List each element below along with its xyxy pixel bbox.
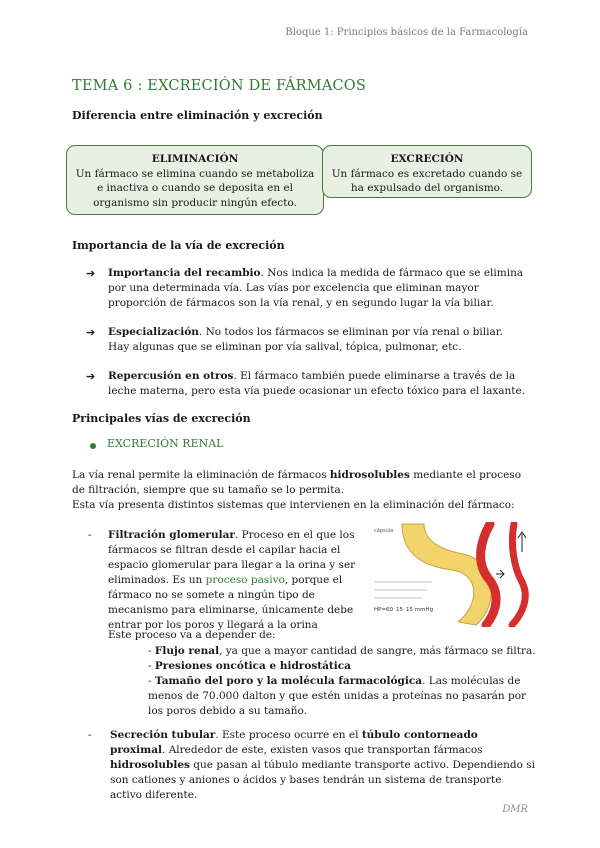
proceso-pasivo-link: proceso pasivo — [205, 574, 285, 586]
sub-item-flujo: - Flujo renal, ya que a mayor cantidad de sangre, más fármaco se filtra. — [148, 645, 536, 657]
box-excrecion-text: Un fármaco es excretado cuando se ha expulsado del organismo. — [331, 167, 523, 194]
list-item-repercusion: ➔ Repercusión en otros. El fármaco también puede eliminarse a través de la leche materna, pero esta vía puede ocasionar un efecto tóxico para el laxante. — [86, 370, 526, 397]
box-excrecion — [322, 145, 532, 198]
svg-text:cápsula: cápsula — [374, 528, 394, 534]
arrow-icon: ➔ — [86, 326, 96, 339]
page-header: Bloque 1: Principios básicos de la Farmacología — [285, 27, 528, 38]
filtracion-depende: Este proceso va a depender de: — [108, 629, 276, 641]
glomerulus-figure — [372, 522, 532, 627]
box-eliminacion — [66, 145, 324, 215]
box-eliminacion-text: Un fármaco se elimina cuando se metaboliza e inactiva o cuando se deposita en el organismo sin producir ningún efecto. — [75, 167, 315, 209]
list-item-especializacion: ➔ Especialización. No todos los fármacos se eliminan por vía renal o biliar. Hay algunas que se eliminan por vía salival, tópica, pulmonar, etc. — [86, 326, 503, 353]
list-item-recambio: ➔ Importancia del recambio. Nos indica la medida de fármaco que se elimina por una determinada vía. Las vías por excelencia que eliminan mayor proporción de fármacos son la vía renal, y en segundo lugar la vía biliar. — [86, 267, 524, 309]
secrecion-text: Secreción tubular. Este proceso ocurre en el túbulo contorneado proximal. Alrededor de este, existen vasos que transportan fármacos hidrosolubles que pasan al túbulo mediante transporte activo. Dependiendo si son cationes y aniones o ácidos y bases tendrán un sistema de transporte activo diferente. — [110, 729, 536, 801]
section-heading-importance: Importancia de la vía de excreción — [72, 239, 285, 252]
sub-item-tamano: - Tamaño del poro y la molécula farmacológica. Las moléculas de menos de 70.000 dalton y que estén unidas a proteínas no pasarán por los poros debido a su tamaño. — [148, 675, 527, 717]
section-heading-vias: Principales vías de excreción — [72, 412, 251, 425]
arrow-icon: ➔ — [86, 370, 96, 383]
page-title: TEMA 6 : EXCRECIÓN DE FÁRMACOS — [72, 78, 367, 94]
page-footer: DMR — [502, 804, 528, 815]
renal-paragraph-1: La vía renal permite la eliminación de fármacos hidrosolubles mediante el proceso de filtración, siempre que su tamaño se lo permita. — [72, 469, 522, 496]
figure-label-hp: HP=60 — [374, 607, 394, 613]
figure-label-mmhg: 15 mmHg — [406, 607, 434, 613]
filtracion-text: Filtración glomerular. Proceso en el que los fármacos se filtran desde el capilar hacia el espacio glomerular para llegar a la orina y ser eliminados. Es un proceso pasivo, porque el fármaco no se somete a ningún tipo de mecanismo para eliminarse, únicamente debe entrar por los poros y llegará a la orina — [108, 529, 356, 631]
sub-item-presiones: - Presiones oncótica e hidrostática — [148, 660, 351, 672]
figure-label-15: 15 — [396, 607, 403, 613]
subheading-renal: EXCRECIÓN RENAL — [107, 437, 224, 450]
section-heading-difference: Diferencia entre eliminación y excreción — [72, 109, 323, 122]
bullet-icon — [90, 443, 96, 449]
box-excrecion-title: EXCRECIÓN — [390, 153, 464, 165]
arrow-icon: ➔ — [86, 267, 96, 280]
dash-icon: - — [88, 729, 92, 741]
renal-paragraph-2: Esta vía presenta distintos sistemas que intervienen en la eliminación del fármaco: — [72, 499, 515, 511]
box-eliminacion-title: ELIMINACIÓN — [151, 153, 239, 165]
dash-icon: - — [88, 529, 92, 541]
